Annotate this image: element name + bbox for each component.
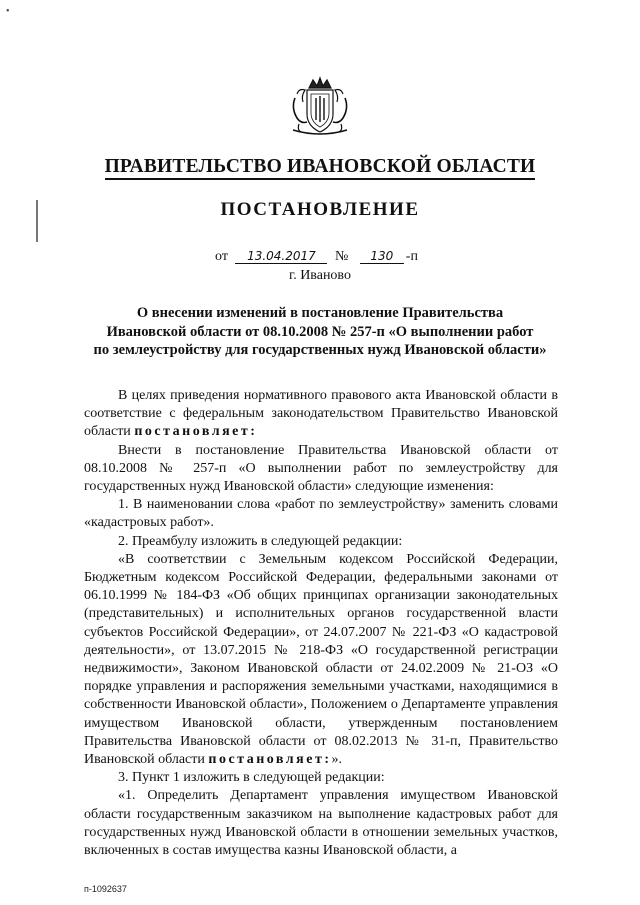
paragraph-item-3: 3. Пункт 1 изложить в следующей редакции:: [118, 770, 385, 786]
corner-mark-icon: •: [6, 6, 10, 17]
government-title: ПРАВИТЕЛЬСТВО ИВАНОВСКОЙ ОБЛАСТИ: [0, 156, 640, 178]
paragraph-new-item-1: «1. Определить Департамент управления имуществом Ивановской области государственным заказчиком на выполнение кадастровых работ для государственных нужд Ивановской области в отношении земельных участков, включенных в состав имущества казны Ивановской области, а: [84, 788, 558, 859]
resolves-word: постановляет:: [208, 752, 332, 768]
paragraph-new-preamble: «В соответствии с Земельным кодексом Российской Федерации, Бюджетным кодексом Российской Федерации, федеральными законами от 06.10.1999 № 184-ФЗ «Об общих принципах организации законодательных (представительных) и исполнительных органов государственной власти субъектов Российской Федерации», от 24.07.2007 № 221-ФЗ «О кадастровой деятельности», от 13.07.2015 № 218-ФЗ «О государственной регистрации недвижимости», Законом Ивановской области от 24.02.2009 № 21-ОЗ «О порядке управления и распоряжения земельными участками, находящимися в собственности Ивановской области», Положением о Департаменте управления имуществом Ивановской области, утвержденным постановлением Правительства Ивановской области от 08.02.2013 № 31-п, Правительство Ивановской области постановляет:».: [84, 551, 558, 768]
number-sign: №: [334, 249, 349, 264]
footer-code: п-1092637: [84, 884, 127, 894]
document-body: [84, 387, 558, 860]
subject-line-1: О внесении изменений в постановление Правительства: [136, 305, 504, 321]
subject-line-3: по землеустройству для государственных нужд Ивановской области»: [93, 342, 547, 358]
date-prefix: от: [215, 249, 228, 264]
paragraph-item-1: 1. В наименовании слова «работ по землеустройству» заменить словами «кадастровых работ».: [84, 497, 558, 531]
coat-of-arms-icon: [287, 74, 353, 138]
number-suffix: -п: [405, 249, 418, 264]
document-type: ПОСТАНОВЛЕНИЕ: [220, 199, 420, 220]
city: г. Иваново: [289, 268, 351, 283]
subject-heading: [70, 304, 570, 360]
subject-line-2: Ивановской области от 08.10.2008 № 257-п «О выполнении работ: [106, 323, 534, 340]
number-value: 130: [360, 250, 404, 264]
resolves-word: постановляет:: [134, 424, 258, 440]
date-value: 13.04.2017: [235, 250, 327, 264]
paragraph-item-2: 2. Преамбулу изложить в следующей редакции:: [118, 533, 403, 549]
paragraph-preamble: В целях приведения нормативного правового акта Ивановской области в соответствие с федеральным законодательством Правительство Ивановской области постановляет:: [84, 388, 558, 440]
paragraph-amend: Внести в постановление Правительства Ивановской области от 08.10.2008 № 257-п «О выполнении работ по землеустройству для государственных нужд Ивановской области» следующие изменения:: [84, 442, 558, 495]
date-number-line: [215, 249, 418, 265]
